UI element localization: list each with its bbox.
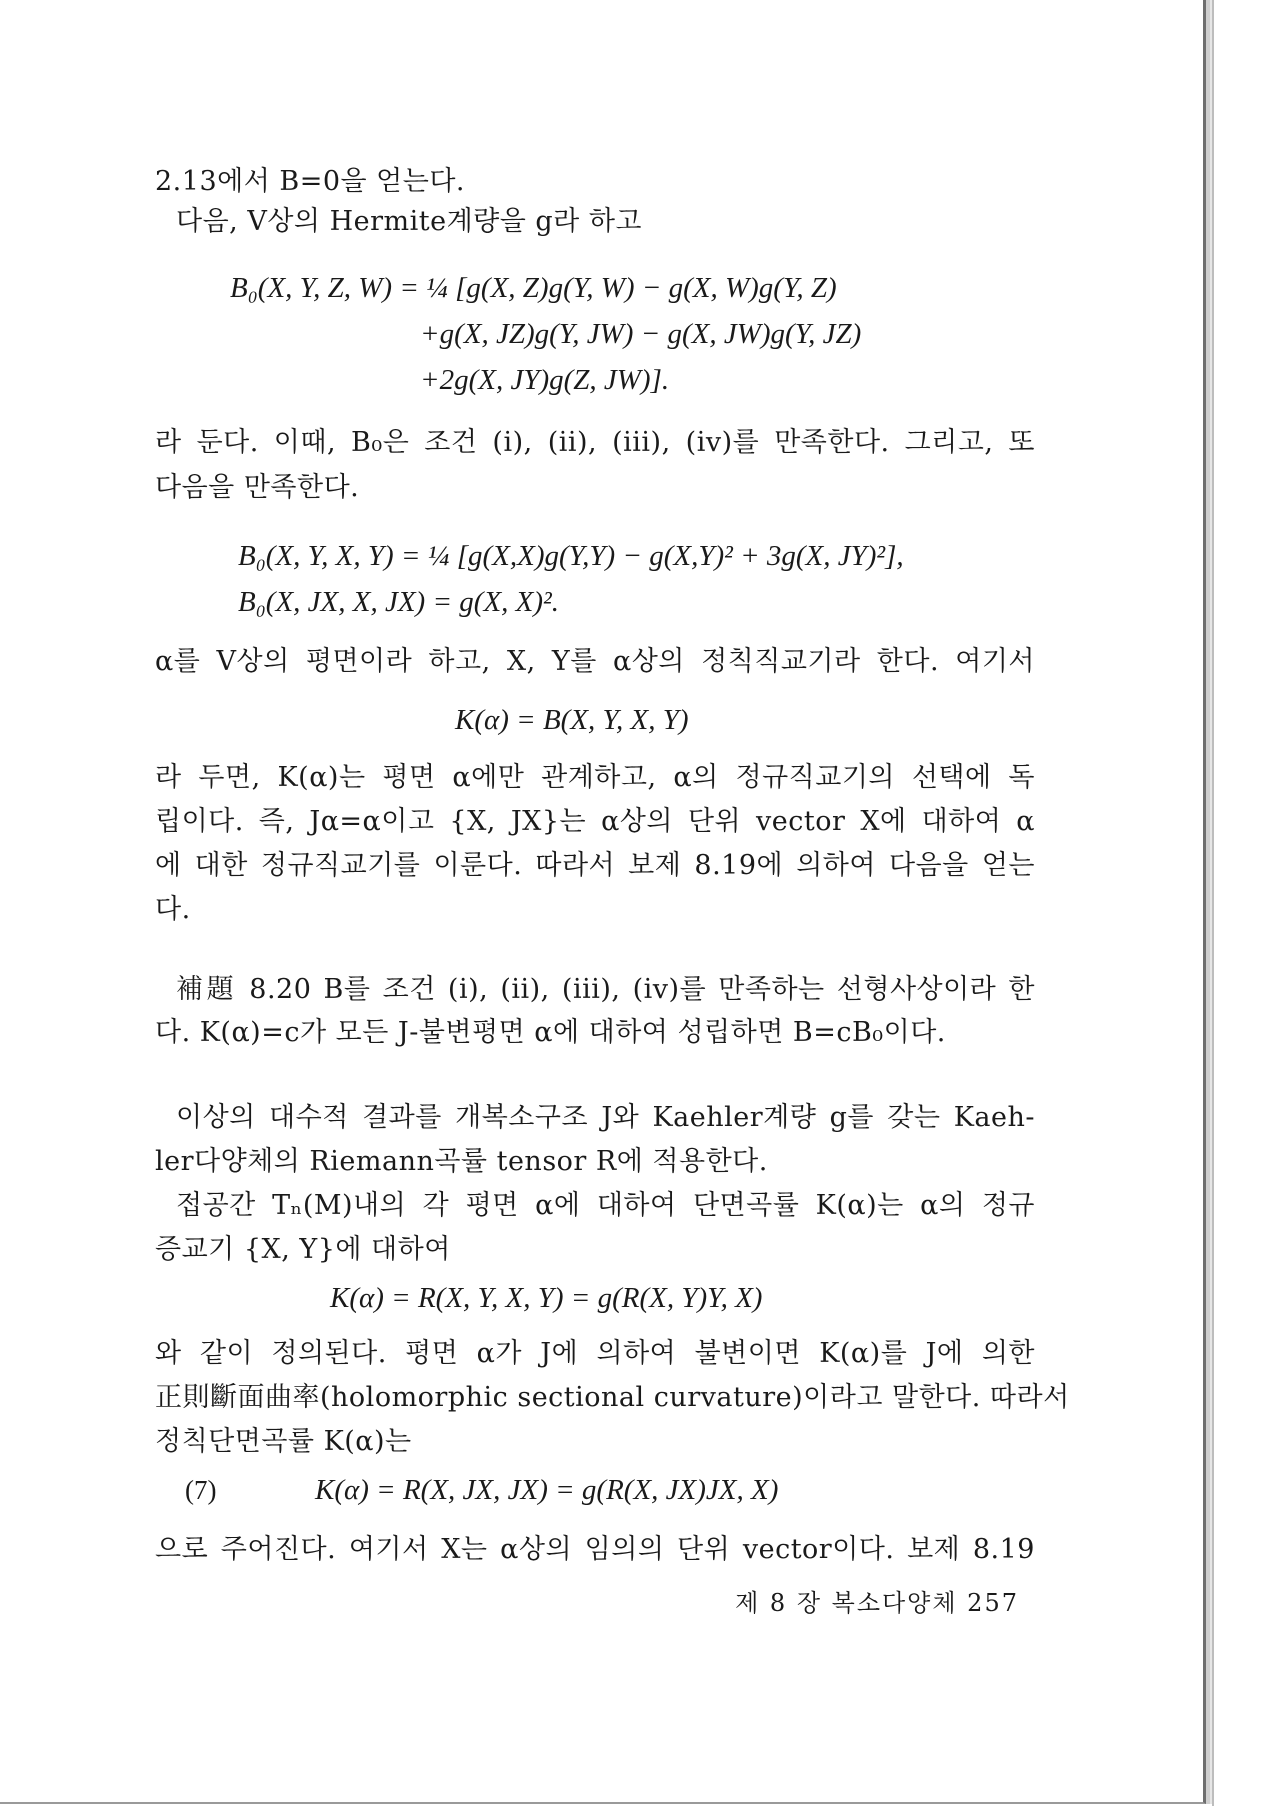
text-line-6: 라 두면, K(α)는 평면 α에만 관계하고, α의 정규직교기의 선택에 독 bbox=[155, 762, 1035, 793]
lemma-line-2: 다. K(α)=c가 모든 J-불변평면 α에 대하여 성립하면 B=cB₀이다. bbox=[155, 1017, 946, 1048]
equation-holomorphic-curvature: K(α) = R(X, JX, JX) = g(R(X, JX)JX, X) bbox=[315, 1474, 779, 1506]
text-line-17: 으로 주어진다. 여기서 X는 α상의 임의의 단위 vector이다. 보제 8.19 bbox=[155, 1534, 1035, 1565]
text-line-5: α를 V상의 평면이라 하고, X, Y를 α상의 정칙직교기라 한다. 여기서 bbox=[155, 646, 1035, 677]
equation-k-alpha-r: K(α) = R(X, Y, X, Y) = g(R(X, Y)Y, X) bbox=[330, 1282, 763, 1314]
equation-b0-xyxy: B₀(X, Y, X, Y) = ¼ [g(X,X)g(Y,Y) − g(X,Y)² + 3g(X, JY)²], bbox=[238, 540, 904, 572]
text-line-15: 正則斷面曲率(holomorphic sectional curvature)이라고 말한다. 따라서 bbox=[155, 1382, 1070, 1413]
text-line-2: 다음, V상의 Hermite계량을 g라 하고 bbox=[176, 206, 643, 237]
text-line-7: 립이다. 즉, Jα=α이고 {X, JX}는 α상의 단위 vector X에 대하여 α bbox=[155, 806, 1035, 837]
text-line-10: 이상의 대수적 결과를 개복소구조 J와 Kaehler계량 g를 갖는 Kaeh- bbox=[176, 1102, 1035, 1133]
text-line-8: 에 대한 정규직교기를 이룬다. 따라서 보제 8.19에 의하여 다음을 얻는 bbox=[155, 850, 1035, 881]
text-line-1: 2.13에서 B=0을 얻는다. bbox=[155, 166, 465, 197]
equation-b0-xjx: B₀(X, JX, X, JX) = g(X, X)². bbox=[238, 586, 559, 618]
text-line-14: 와 같이 정의된다. 평면 α가 J에 의하여 불변이면 K(α)를 J에 의한 bbox=[155, 1338, 1035, 1369]
text-line-16: 정칙단면곡률 K(α)는 bbox=[155, 1426, 412, 1457]
equation-b0-line-2: +g(X, JZ)g(Y, JW) − g(X, JW)g(Y, JZ) bbox=[420, 318, 862, 350]
equation-b0-line-1: B₀(X, Y, Z, W) = ¼ [g(X, Z)g(Y, W) − g(X, W)g(Y, Z) bbox=[230, 272, 837, 304]
page-edge bbox=[1212, 0, 1214, 1806]
text-line-4: 다음을 만족한다. bbox=[155, 472, 360, 503]
text-line-13: 증교기 {X, Y}에 대하여 bbox=[155, 1234, 451, 1265]
text-line-12: 접공간 Tₙ(M)내의 각 평면 α에 대하여 단면곡률 K(α)는 α의 정규 bbox=[176, 1190, 1035, 1221]
text-line-11: ler다양체의 Riemann곡률 tensor R에 적용한다. bbox=[155, 1146, 768, 1177]
equation-b0-line-3: +2g(X, JY)g(Z, JW)]. bbox=[420, 364, 670, 396]
equation-k-alpha-b: K(α) = B(X, Y, X, Y) bbox=[455, 704, 689, 736]
page-footer: 제 8 장 복소다양체 257 bbox=[735, 1589, 1019, 1617]
lemma-line-1: 補題 8.20 B를 조건 (i), (ii), (iii), (iv)를 만족하는 선형사상이라 한 bbox=[176, 974, 1035, 1005]
text-line-3: 라 둔다. 이때, B₀은 조건 (i), (ii), (iii), (iv)를 만족한다. 그리고, 또 bbox=[155, 427, 1035, 458]
equation-number-7: (7) bbox=[185, 1475, 217, 1505]
text-line-9: 다. bbox=[155, 894, 191, 925]
